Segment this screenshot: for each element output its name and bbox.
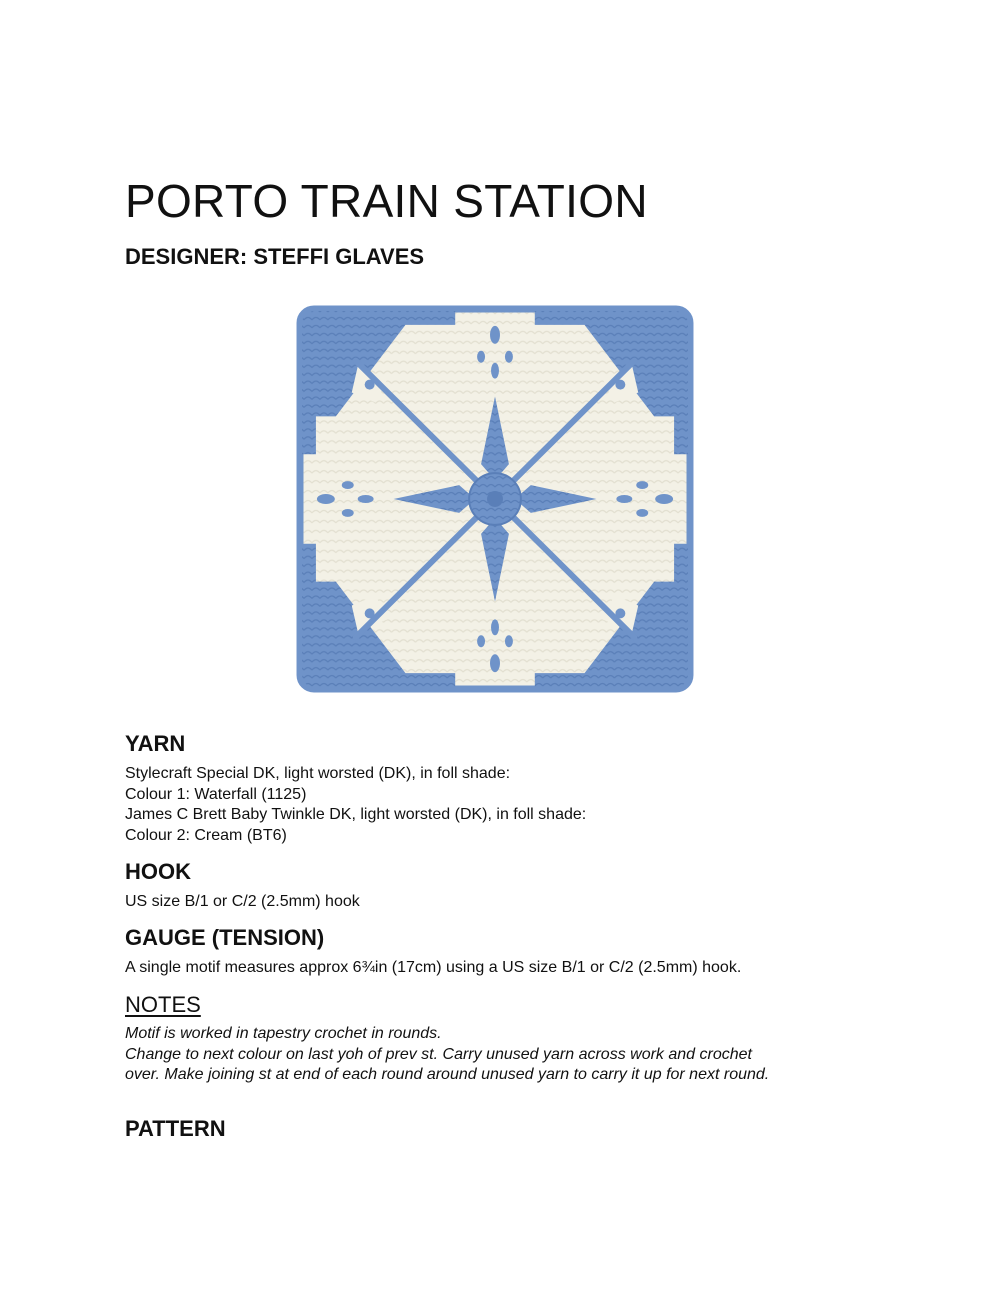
pattern-heading: PATTERN xyxy=(125,1116,226,1141)
gauge-line: A single motif measures approx 6¾in (17cm) using a US size B/1 or C/2 (2.5mm) hook. xyxy=(125,959,742,976)
yarn-line: Colour 1: Waterfall (1125) xyxy=(125,785,307,803)
hook-line: US size B/1 or C/2 (2.5mm) hook xyxy=(125,893,360,910)
notes-section xyxy=(125,994,885,1086)
yarn-line: Colour 2: Cream (BT6) xyxy=(125,826,287,844)
hook-section xyxy=(125,861,885,913)
yarn-body xyxy=(125,764,885,846)
pattern-section xyxy=(125,1118,885,1140)
notes-line: Change to next colour on last yoh of prev st. Carry unused yarn across work and crochet xyxy=(125,1045,752,1063)
yarn-section xyxy=(125,733,885,846)
notes-body xyxy=(125,1024,885,1086)
hook-body xyxy=(125,892,885,913)
yarn-heading: YARN xyxy=(125,731,186,756)
yarn-line: Stylecraft Special DK, light worsted (DK), in foll shade: xyxy=(125,765,511,782)
crochet-motif-image xyxy=(296,305,694,693)
notes-line: over. Make joining st at end of each round around unused yarn to carry it up for next round. xyxy=(125,1066,770,1083)
designer-credit: DESIGNER: STEFFI GLAVES xyxy=(125,244,425,269)
gauge-section xyxy=(125,927,885,979)
hook-heading: HOOK xyxy=(125,859,191,884)
page-title: PORTO TRAIN STATION xyxy=(125,175,648,227)
yarn-line: James C Brett Baby Twinkle DK, light worsted (DK), in foll shade: xyxy=(125,806,587,823)
gauge-body xyxy=(125,958,885,979)
notes-line: Motif is worked in tapestry crochet in rounds. xyxy=(125,1025,442,1042)
gauge-heading: GAUGE (TENSION) xyxy=(125,925,325,950)
notes-heading: NOTES xyxy=(125,992,201,1017)
